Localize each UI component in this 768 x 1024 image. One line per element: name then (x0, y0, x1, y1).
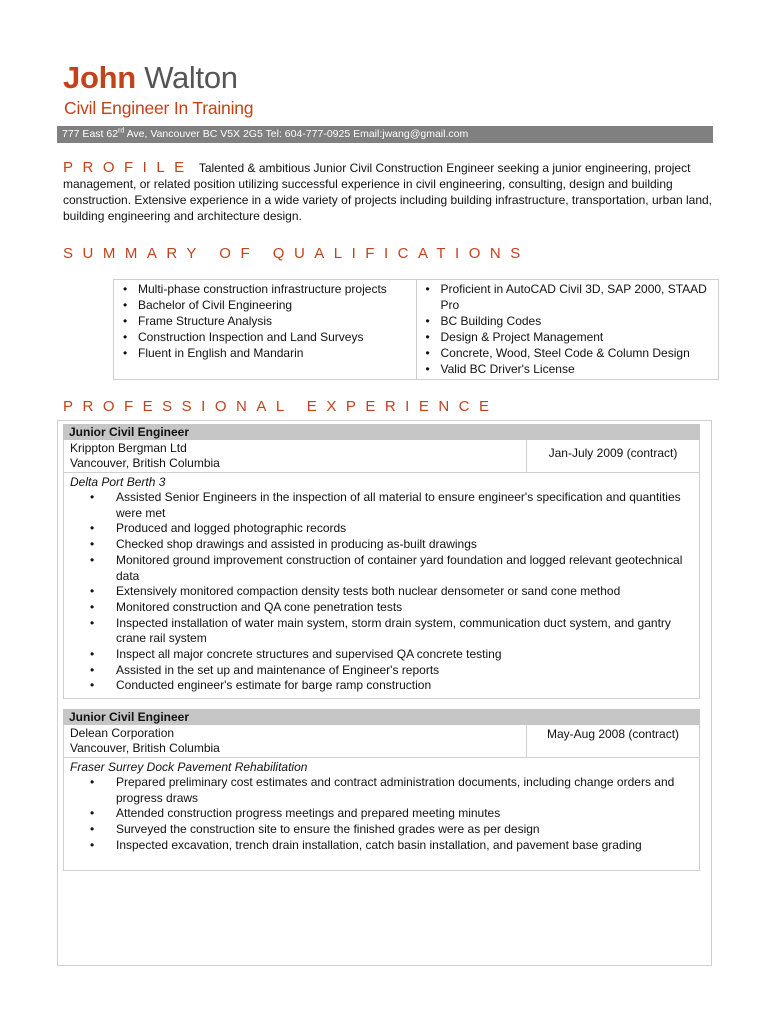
first-name: John (63, 60, 136, 95)
duty-item: • Inspect all major concrete structures and supervised QA concrete testing (116, 647, 693, 663)
duty-item: • Produced and logged photographic records (116, 521, 693, 537)
duty-item: • Surveyed the construction site to ensure the finished grades were as per design (116, 822, 693, 838)
profile-text: Talented & ambitious Junior Civil Construction Engineer seeking a junior engineering, project management, or related position utilizing successful experience in civil engineering, consulting, design and building construction. Extensive experience in a wide variety of projects including building infrastructure, transportation, urban land, building engineering and architecture design. (63, 161, 713, 223)
duty-item: • Attended construction progress meetings and prepared meeting minutes (116, 806, 693, 822)
job-dates: May-Aug 2008 (contract) (526, 725, 699, 757)
qualification-item: • BC Building Codes (441, 313, 715, 329)
last-name: Walton (144, 60, 238, 95)
duty-item: • Inspected excavation, trench drain installation, catch basin installation, and pavement base grading (116, 838, 693, 854)
company-location: Vancouver, British Columbia (70, 456, 220, 470)
qualifications-table (113, 279, 719, 380)
job-entry (63, 709, 700, 871)
job-company-block (64, 725, 526, 757)
job-dates: Jan-July 2009 (contract) (526, 440, 699, 472)
qualifications-left-column (114, 280, 416, 379)
company-name: Krippton Bergman Ltd (70, 441, 187, 455)
job-entry (63, 424, 700, 699)
duty-item: • Assisted in the set up and maintenance of Engineer's reports (116, 663, 693, 679)
candidate-name (63, 58, 238, 98)
duty-item: • Monitored construction and QA cone penetration tests (116, 600, 693, 616)
qualification-item: • Proficient in AutoCAD Civil 3D, SAP 2000, STAAD Pro (441, 281, 715, 313)
job-title: Civil Engineer In Training (64, 98, 254, 118)
duty-item: • Monitored ground improvement construction of container yard foundation and logged relevant geotechnical data (116, 553, 693, 584)
qualifications-heading: SUMMARY OF QUALIFICATIONS (63, 245, 530, 262)
contact-address-suffix: rd (118, 127, 125, 135)
qualification-item: • Valid BC Driver's License (441, 361, 715, 377)
qualification-item: • Multi-phase construction infrastructure projects (138, 281, 412, 297)
duty-item: • Checked shop drawings and assisted in producing as-built drawings (116, 537, 693, 553)
profile-heading: PROFILE (63, 159, 194, 176)
company-name: Delean Corporation (70, 726, 175, 740)
qualification-item: • Design & Project Management (441, 329, 715, 345)
company-location: Vancouver, British Columbia (70, 741, 220, 755)
contact-address-rest: Ave, Vancouver BC V5X 2G5 Tel: 604-777-0925 Email:jwang@gmail.com (124, 128, 469, 140)
project-name: Fraser Surrey Dock Pavement Rehabilitation (70, 760, 308, 774)
duty-item: • Assisted Senior Engineers in the inspection of all material to ensure engineer's specification and quantities were met (116, 490, 693, 521)
job-company-block (64, 440, 526, 472)
qualification-item: • Fluent in English and Mandarin (138, 345, 412, 361)
qualifications-right-column (416, 280, 719, 379)
job-title-bar: Junior Civil Engineer (63, 424, 700, 440)
project-name: Delta Port Berth 3 (70, 475, 166, 489)
job-details (63, 758, 700, 871)
duty-item: • Extensively monitored compaction density tests both nuclear densometer or sand cone method (116, 584, 693, 600)
duty-item: • Prepared preliminary cost estimates and contract administration documents, including change orders and progress draws (116, 775, 693, 806)
qualification-item: • Bachelor of Civil Engineering (138, 297, 412, 313)
contact-bar (57, 126, 713, 143)
job-meta (63, 440, 700, 473)
qualification-item: • Construction Inspection and Land Surveys (138, 329, 412, 345)
qualification-item: • Frame Structure Analysis (138, 313, 412, 329)
contact-address-start: 777 East 62 (62, 128, 119, 140)
qualification-item: • Concrete, Wood, Steel Code & Column Design (441, 345, 715, 361)
experience-heading: PROFESSIONAL EXPERIENCE (63, 398, 499, 415)
job-details (63, 473, 700, 699)
profile-section (63, 160, 713, 224)
job-title-bar: Junior Civil Engineer (63, 709, 700, 725)
job-meta (63, 725, 700, 758)
duty-item: • Inspected installation of water main system, storm drain system, communication duct system, and gantry crane rail system (116, 616, 693, 647)
duty-item: • Conducted engineer's estimate for barge ramp construction (116, 678, 693, 694)
